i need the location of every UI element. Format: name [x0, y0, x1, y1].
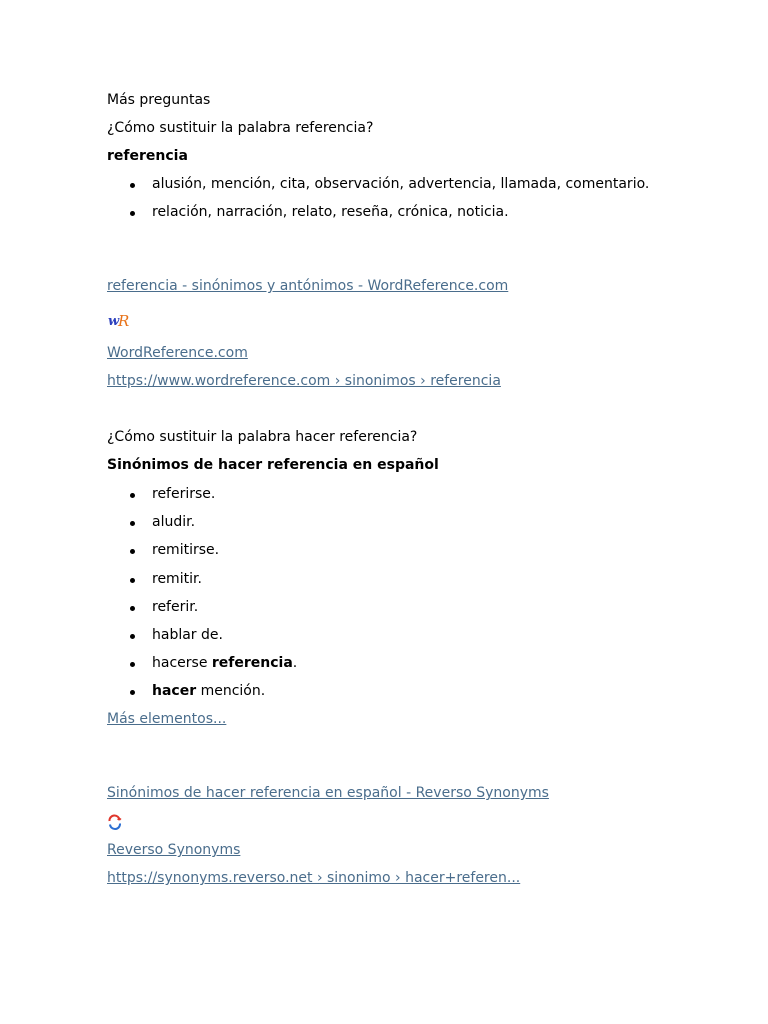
wordreference-logo-icon	[107, 310, 133, 330]
answer-1-heading: referencia	[107, 148, 188, 164]
list-item: remitirse.	[107, 540, 727, 560]
question-1[interactable]: ¿Cómo sustituir la palabra referencia?	[107, 120, 374, 136]
answer-2-heading: Sinónimos de hacer referencia en español	[107, 457, 439, 473]
source-1-site-link[interactable]: WordReference.com	[107, 345, 248, 361]
list-item: relación, narración, relato, reseña, crónica, noticia.	[107, 202, 727, 222]
list-item: hacerse referencia.	[107, 653, 727, 673]
source-2-site-link[interactable]: Reverso Synonyms	[107, 842, 241, 858]
source-2-url-link[interactable]: https://synonyms.reverso.net › sinonimo › hacer+referen...	[107, 870, 521, 886]
question-2[interactable]: ¿Cómo sustituir la palabra hacer referencia?	[107, 429, 418, 445]
source-1-title-link[interactable]: referencia - sinónimos y antónimos - WordReference.com	[107, 278, 509, 294]
list-item: alusión, mención, cita, observación, advertencia, llamada, comentario.	[107, 174, 727, 194]
list-item: aludir.	[107, 512, 727, 532]
list-item: remitir.	[107, 569, 727, 589]
section-title: Más preguntas	[107, 92, 211, 108]
svg-text:w: w	[108, 314, 120, 329]
svg-text:R: R	[118, 312, 130, 330]
list-item: referir.	[107, 597, 727, 617]
reverso-logo-icon	[107, 812, 123, 832]
source-2-title-link[interactable]: Sinónimos de hacer referencia en español - Reverso Synonyms	[107, 785, 549, 801]
list-item: hacer mención.	[107, 681, 727, 701]
source-1-url-link[interactable]: https://www.wordreference.com › sinonimos › referencia	[107, 373, 501, 389]
more-items-link[interactable]: Más elementos...	[107, 711, 227, 727]
answer-1-list	[107, 174, 727, 222]
list-item: hablar de.	[107, 625, 727, 645]
list-item: referirse.	[107, 484, 727, 504]
answer-2-list	[107, 484, 727, 701]
